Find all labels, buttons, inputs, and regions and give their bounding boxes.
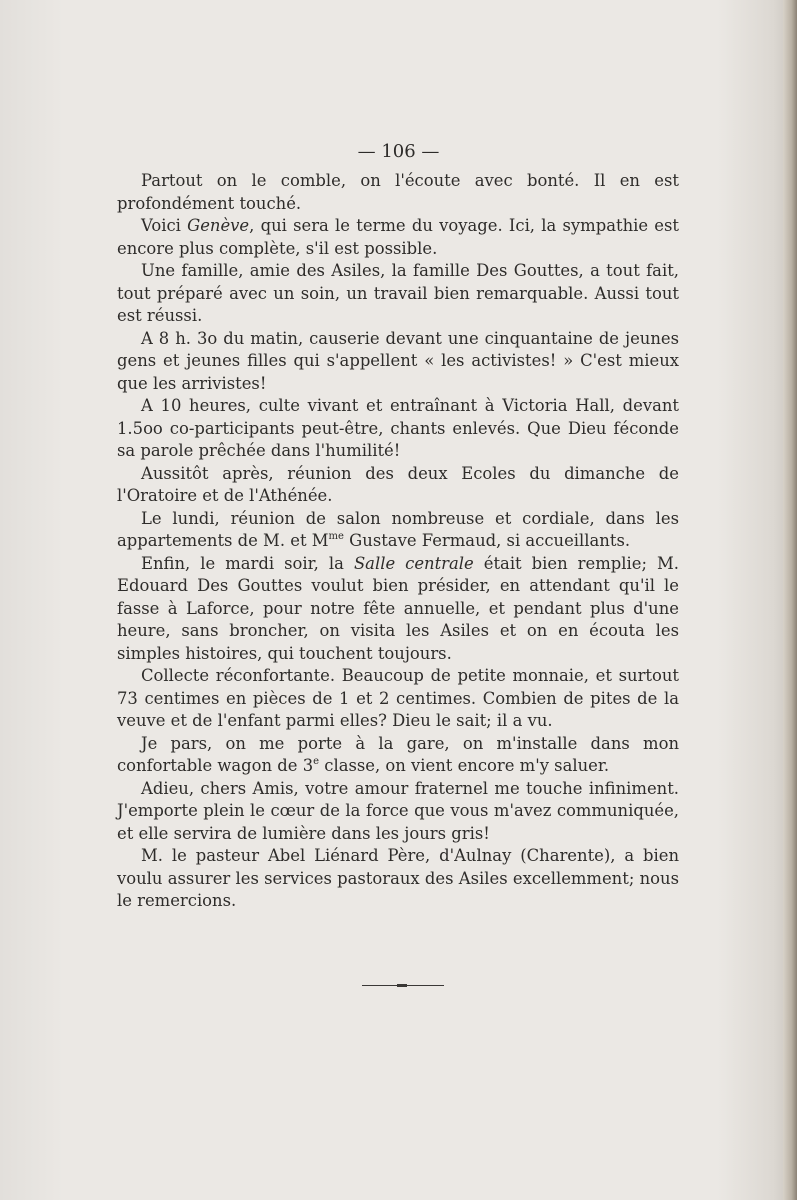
page-edge-shadow	[783, 0, 797, 1200]
paragraph: Enfin, le mardi soir, la Salle centrale était bien remplie; M. Edouard Des Gouttes voulut bien présider, en attendant qu'il le fasse à Laforce, pour notre fête annuelle, et pendant plus d'une heure, sans broncher, on visita les Asiles et on en écouta les simples histoires, qui touchent toujours.	[117, 553, 679, 663]
paragraph: Voici Genève, qui sera le terme du voyage. Ici, la sympathie est encore plus complète, s'il est possible.	[117, 216, 679, 258]
page-number-header: — 106 —	[357, 141, 440, 162]
paragraph: Partout on le comble, on l'écoute avec bonté. Il en est profondément touché.	[117, 171, 679, 213]
paragraph: A 10 heures, culte vivant et entraînant à Victoria Hall, devant 1.5oo co-participants peut-être, chants enlevés. Que Dieu féconde sa parole prêchée dans l'humilité!	[117, 396, 679, 460]
paragraph: M. le pasteur Abel Liénard Père, d'Aulnay (Charente), a bien voulu assurer les services pastoraux des Asiles excellemment; nous le remercions.	[117, 846, 679, 910]
paragraph: Adieu, chers Amis, votre amour fraternel me touche infiniment. J'emporte plein le cœur de la force que vous m'avez communiquée, et elle servira de lumière dans les jours gris!	[117, 778, 679, 843]
paragraph: Je pars, on me porte à la gare, on m'installe dans mon confortable wagon de 3e classe, on vient encore m'y saluer.	[117, 733, 679, 775]
paragraph: Aussitôt après, réunion des deux Ecoles du dimanche de l'Oratoire et de l'Athénée.	[117, 463, 679, 505]
paragraph: Collecte réconfortante. Beaucoup de petite monnaie, et surtout 73 centimes en pièces de 1 et 2 centimes. Combien de pites de la veuve et de l'enfant parmi elles? Dieu le sait; il a vu.	[117, 666, 679, 730]
body-text	[117, 170, 679, 913]
paragraph: Une famille, amie des Asiles, la famille Des Gouttes, a tout fait, tout préparé avec un soin, un travail bien remarquable. Aussi tout est réussi.	[117, 261, 679, 325]
divider-ornament	[397, 984, 407, 987]
paragraph: A 8 h. 3o du matin, causerie devant une cinquantaine de jeunes gens et jeunes filles qui s'appellent « les activistes! » C'est mieux que les arrivistes!	[117, 328, 679, 393]
paragraph: Le lundi, réunion de salon nombreuse et cordiale, dans les appartements de M. et $M^{me}$ Gustave Fermaud, si accueillants.	[117, 508, 679, 550]
